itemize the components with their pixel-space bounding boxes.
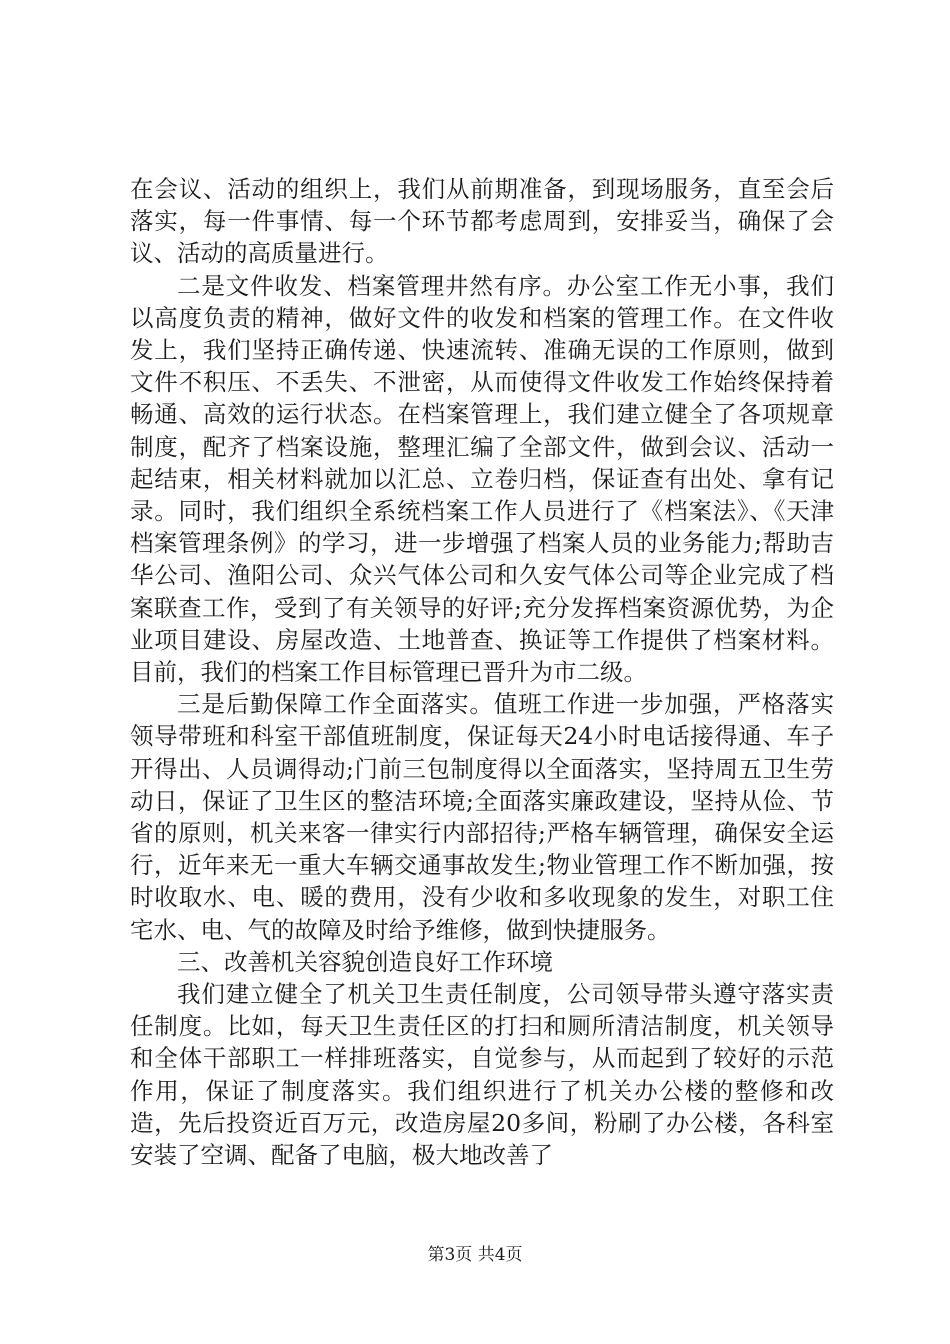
paragraph-file-archive-management: 二是文件收发、档案管理井然有序。办公室工作无小事，我们以高度负责的精神，做好文件的收发和档案的管理工作。在文件收发上，我们坚持正确传递、快速流转、准确无误的工作原则，做到文件不积压、不丢失、不泄密，从而使得文件收发工作始终保持着畅通、高效的运行状态。在档案管理上，我们建立健全了各项规章制度，配齐了档案设施，整理汇编了全部文件，做到会议、活动一起结束，相关材料就加以汇总、立卷归档，保证查有出处、拿有记录。同时，我们组织全系统档案工作人员进行了《档案法》、《天津档案管理条例》的学习，进一步增强了档案人员的业务能力;帮助吉华公司、渔阳公司、众兴气体公司和久安气体公司等企业完成了档案联查工作，受到了有关领导的好评;充分发挥档案资源优势，为企业项目建设、房屋改造、土地普查、换证等工作提供了档案材料。目前，我们的档案工作目标管理已晋升为市二级。 xyxy=(130,271,834,687)
document-body xyxy=(130,173,834,1171)
paragraph-logistics-support: 三是后勤保障工作全面落实。值班工作进一步加强，严格落实领导带班和科室干部值班制度，保证每天24小时电话接得通、车子开得出、人员调得动;门前三包制度得以全面落实，坚持周五卫生劳动日，保证了卫生区的整洁环境;全面落实廉政建设，坚持从俭、节省的原则，机关来客一律实行内部招待;严格车辆管理，确保安全运行，近年来无一重大车辆交通事故发生;物业管理工作不断加强，按时收取水、电、暖的费用，没有少收和多收现象的发生，对职工住宅水、电、气的故障及时给予维修，做到快捷服务。 xyxy=(130,690,834,944)
section-heading-office-environment: 三、改善机关容貌创造良好工作环境 xyxy=(177,947,553,976)
page-number-footer: 第3页 共4页 xyxy=(427,1245,523,1265)
paragraph-hygiene-responsibility: 我们建立健全了机关卫生责任制度，公司领导带头遵守落实责任制度。比如，每天卫生责任区的打扫和厕所清洁制度，机关领导和全体干部职工一样排班落实，自觉参与，从而起到了较好的示范作用，保证了制度落实。我们组织进行了机关办公楼的整修和改造，先后投资近百万元，改造房屋20多间，粉刷了办公楼，各科室安装了空调、配备了电脑，极大地改善了 xyxy=(130,980,834,1170)
paragraph-meeting-organization: 在会议、活动的组织上，我们从前期准备，到现场服务，直至会后落实，每一件事情、每一个环节都考虑周到，安排妥当，确保了会议、活动的高质量进行。 xyxy=(130,175,834,268)
